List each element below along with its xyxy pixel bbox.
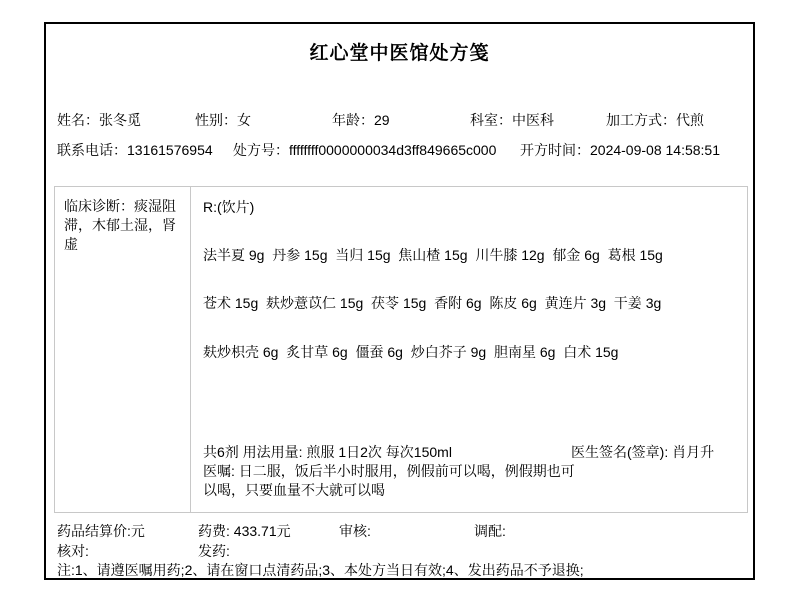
prescription-number-field [233,140,496,160]
phone-field [57,140,213,160]
patient-age-value: 29 [374,112,390,128]
patient-gender-label: 性别： [195,112,237,128]
patient-gender-field [195,110,251,130]
patient-name-label: 姓名： [57,112,99,128]
issue-time-field [520,140,720,160]
prescription-number-value: ffffffff0000000034d3ff849665c000 [289,142,497,158]
medicine-line-2: 苍术 15g 麸炒薏苡仁 15g 茯苓 15g 香附 6g 陈皮 6g 黄连片 3g 干姜 3g [203,295,662,311]
prescription-sheet [44,22,755,580]
medicine-fee-label: 药费: [198,523,230,539]
usage-dosage: 共6剂 用法用量: 煎服 1日2次 每次150ml [203,444,452,460]
settlement-price-field: 药品结算价:元 [57,523,145,539]
patient-name-field [57,110,141,130]
medicine-line-3: 麸炒枳壳 6g 炙甘草 6g 僵蚕 6g 炒白芥子 9g 胆南星 6g 白术 15g [203,344,619,360]
department-field [470,110,554,130]
processing-method-label: 加工方式： [606,112,676,128]
medicine-fee-value: 433.71元 [233,523,291,539]
prescription-number-label: 处方号： [233,142,289,158]
phone-label: 联系电话： [57,142,127,158]
issue-time-label: 开方时间： [520,142,590,158]
patient-age-label: 年龄： [332,112,374,128]
rx-header: R:(饮片) [203,199,255,215]
patient-age-field [332,110,390,130]
footer-note: 注:1、请遵医嘱用药;2、请在窗口点清药品;3、本处方当日有效;4、发出药品不予退换; [57,562,584,578]
patient-gender-value: 女 [237,112,251,128]
department-label: 科室： [470,112,512,128]
department-value: 中医科 [512,112,554,128]
doctor-signature: 医生签名(签章): 肖月升 [571,444,715,460]
processing-method-value: 代煎 [676,112,704,128]
prescription-box [54,186,748,513]
clinical-diagnosis [55,187,190,254]
diagnosis-value: 痰湿阻滞，木郁土湿，肾虚 [64,198,176,252]
diagnosis-column [55,187,191,512]
dispense-field: 调配: [474,523,506,539]
phone-value: 13161576954 [127,142,213,158]
check-field: 核对: [57,543,89,559]
doctor-instructions: 医嘱: 日二服，饭后半小时服用，例假前可以喝，例假期也可以喝，只要血量不大就可以喝 [203,463,575,498]
issue-time-value: 2024-09-08 14:58:51 [590,142,720,158]
medicine-line-1: 法半夏 9g 丹参 15g 当归 15g 焦山楂 15g 川牛膝 12g 郁金 6g 葛根 15g [203,247,663,263]
processing-method-field [606,110,704,130]
review-field: 审核: [339,523,371,539]
page-title: 红心堂中医馆处方笺 [309,43,490,64]
medicine-fee-field [198,521,291,541]
diagnosis-label: 临床诊断： [64,198,134,214]
give-medicine-field: 发药: [198,543,230,559]
patient-name-value: 张冬觅 [99,112,141,128]
